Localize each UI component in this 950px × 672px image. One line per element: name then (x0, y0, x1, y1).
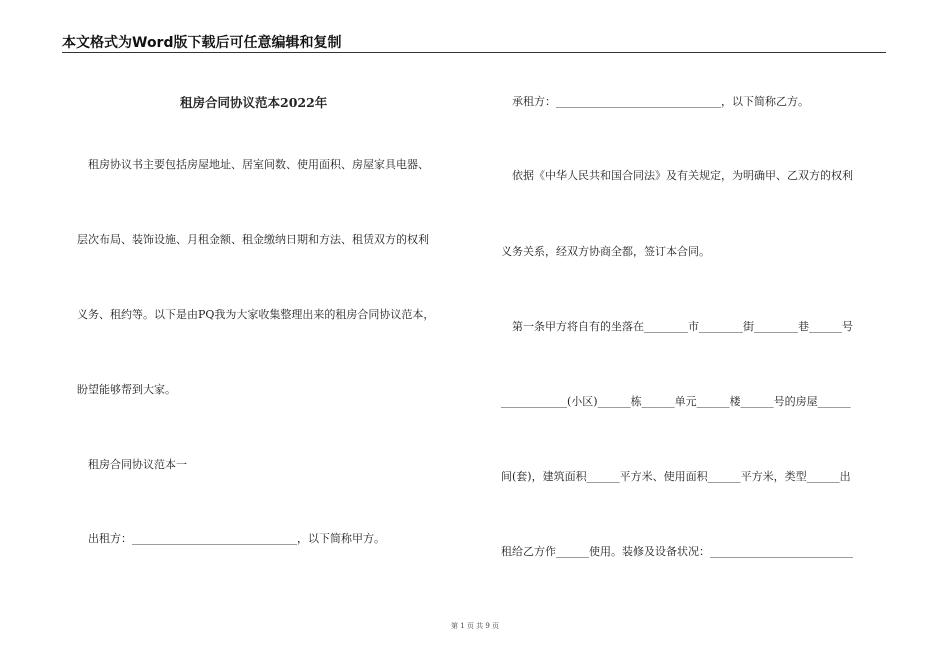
article-line-1: 第一条甲方将自有的坐落在________市________街________巷______号 (512, 320, 853, 333)
lessor-line: 出租方：______________________________，以下简称甲方。 (88, 532, 385, 545)
header-text: 本文格式为Word版下载后可任意编辑和复制 (62, 35, 342, 51)
basis-line-2: 义务关系，经双方协商全都，签订本合同。 (501, 245, 710, 258)
basis-line-1: 依据《中华人民共和国合同法》及有关规定，为明确甲、乙双方的权利 (512, 169, 853, 182)
article-line-2: ____________(小区)______栋______单元______楼______号的房屋______ (501, 395, 851, 408)
lessee-line: 承租方：______________________________，以下简称乙方。 (512, 95, 809, 108)
intro-line-3: 义务、租约等。以下是由PQ我为大家收集整理出来的租房合同协议范本， (77, 308, 435, 321)
page-footer: 第 1 页 共 9 页 (450, 622, 500, 630)
intro-line-2: 层次布局、装饰设施、月租金额、租金缴纳日期和方法、租赁双方的权利 (77, 233, 429, 246)
article-line-4: 租给乙方作______使用。装修及设备状况：__________________________ (501, 545, 853, 558)
document-title: 租房合同协议范本2022年 (180, 95, 328, 110)
section-heading: 租房合同协议范本一 (88, 458, 187, 471)
document-header (62, 30, 886, 53)
intro-line-4: 盼望能够帮到大家。 (77, 383, 176, 396)
article-line-3: 间(套)，建筑面积______平方米、使用面积______平方米，类型______出 (501, 470, 851, 483)
intro-line-1: 租房协议书主要包括房屋地址、居室间数、使用面积、房屋家具电器、 (88, 158, 429, 171)
